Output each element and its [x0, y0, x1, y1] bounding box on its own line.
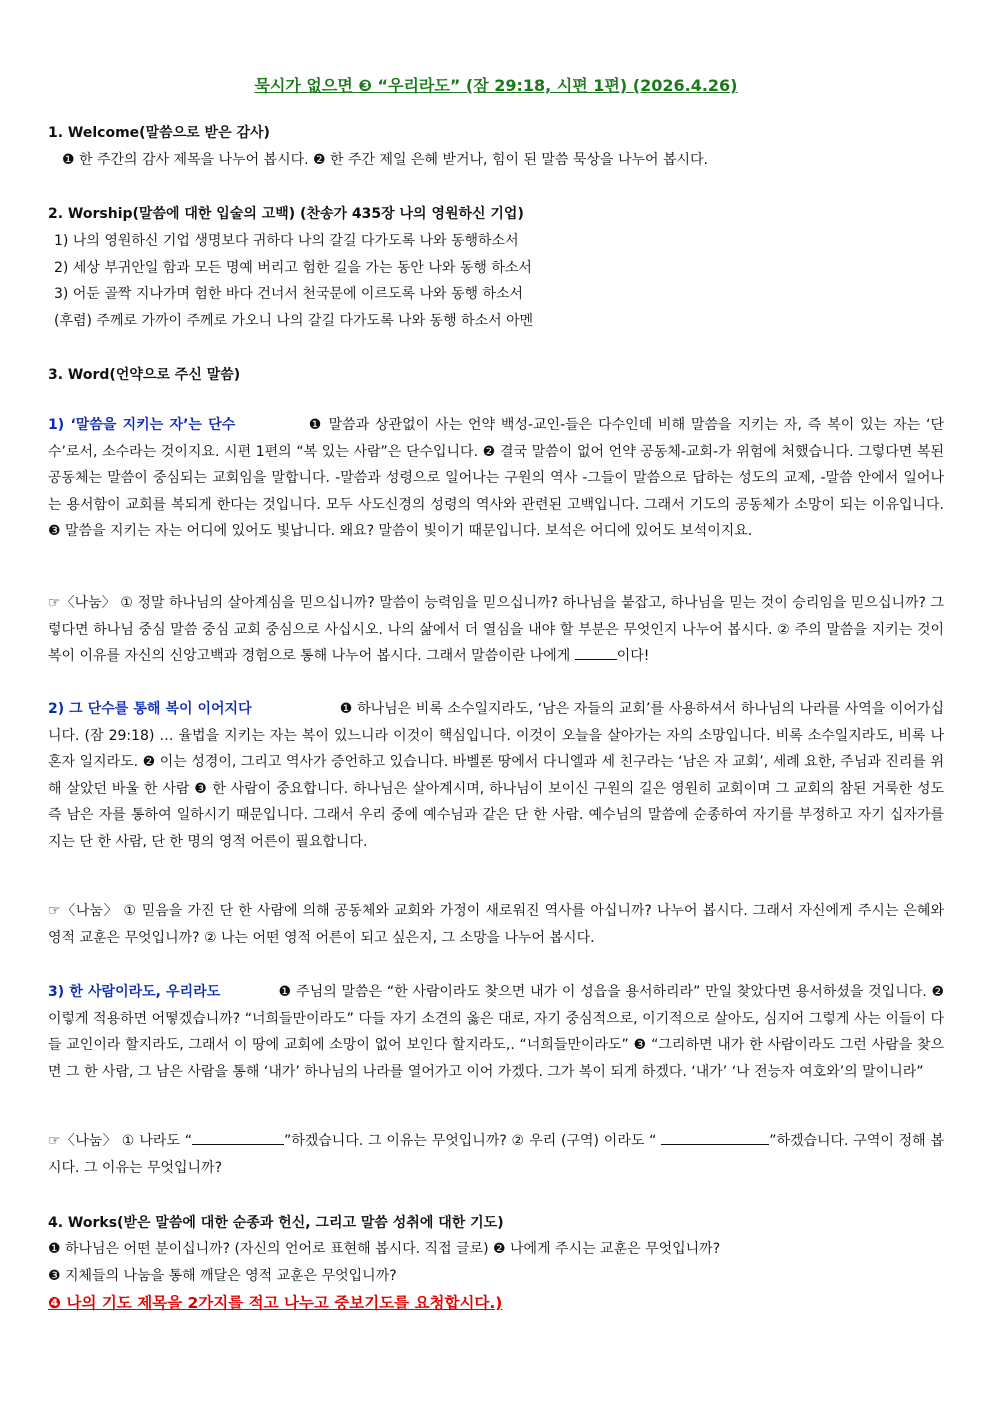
section-1-title: 1) ‘말씀을 지키는 자’는 단수	[48, 417, 236, 433]
answer-blank-group[interactable]	[661, 1132, 769, 1145]
section-1-body: ❶ 말씀과 상관없이 사는 언약 백성-교인-들은 다수인데 비해 말씀을 지키는 자, 즉 복이 있는 자는 ‘단수’로서, 소수라는 것이지요. 시편 1편의 “복 있는 사람”은 단수입니다. ❷ 결국 말씀이 없어 언약 공동체-교회-가 위험에 처했습니다. 그렇다면 복된 공동체는 말씀이 중심되는 교회임을 말합니다. -말씀과 성령으로 일어나는 구원의 역사 -그들이 말씀으로 답하는 성도의 교제, -말씀 안에서 일어나는 용서함이 교회를 복되게 한다는 것입니다. 모두 사도신경의 성령의 역사와 관련된 고백입니다. 그래서 기도의 공동체가 소망이 되는 이유입니다. ❸ 말씀을 지키는 자는 어디에 있어도 빛납니다. 왜요? 말씀이 빛이기 때문입니다. 보석은 어디에 있어도 보석이지요.	[48, 417, 944, 539]
answer-blank[interactable]	[575, 647, 617, 660]
welcome-text: ❶ 한 주간의 감사 제목을 나누어 봅시다. ❷ 한 주간 제일 은혜 받거나, 힘이 된 말씀 묵상을 나누어 봅시다.	[62, 152, 708, 168]
answer-blank-me[interactable]	[192, 1132, 284, 1145]
section-3	[48, 979, 944, 1085]
hymn-chorus: (후렴) 주께로 가까이 주께로 가오니 나의 갈길 다가도록 나와 동행 하소서 아멘	[54, 313, 534, 329]
section-2	[48, 696, 944, 855]
section-1-sharing-end: 이다!	[616, 648, 650, 664]
hymn-verse-1: 1) 나의 영원하신 기업 생명보다 귀하다 나의 갈길 다가도록 나와 동행하소서	[54, 233, 519, 249]
section-2-sharing	[48, 898, 944, 951]
section-3-body: ❶ 주님의 말씀은 “한 사람이라도 찾으면 내가 이 성읍을 용서하리라” 만일 찾았다면 용서하셨을 것입니다. ❷ 이렇게 적용하면 어떻겠습니까? “너희들만이라도” 다들 자기 소견의 옳은 대로, 자기 중심적으로, 이기적으로 살아도, 심지어 그렇게 사는 이들이 다들 교인이라 할지라도, 그래서 이 땅에 교회에 소망이 없어 보인다 할지라도,. “너희들만이라도” ❸ “그리하면 내가 한 사람이라도 그런 사람을 찾으면 그 한 사람, 그 남은 사람을 통해 ‘내가’ 하나님의 나라를 열어가고 이어 가겠다. 그가 복이 되게 하겠다. ‘내가’ ‘나 전능자 여호와’의 말이니라”	[48, 984, 944, 1080]
section-3-sharing	[48, 1128, 944, 1181]
section-1-sharing-text: ☞〈나눔〉 ① 정말 하나님의 살아계심을 믿으십니까? 말씀이 능력임을 믿으십니까? 하나님을 붙잡고, 하나님을 믿는 것이 승리임을 믿으십니까? 그렇다면 하나님 중심 말씀 중심 교회 중심으로 사십시오. 나의 삶에서 더 열심을 내야 할 부분은 무엇인지 나누어 봅시다. ② 주의 말씀을 지키는 것이 복이 이유를 자신의 신앙고백과 경험으로 통해 나누어 봅시다. 그래서 말씀이란 나에게	[48, 595, 944, 664]
section-2-sharing-text: ☞〈나눔〉 ① 믿음을 가진 단 한 사람에 의해 공동체와 교회와 가정이 새로워진 역사를 아십니까? 나누어 봅시다. 그래서 자신에게 주시는 은혜와 영적 교훈은 무엇입니까? ② 나는 어떤 영적 어른이 되고 싶은지, 그 소망을 나누어 봅시다.	[48, 903, 944, 946]
works-heading: 4. Works(받은 말씀에 대한 순종과 헌신, 그리고 말씀 성취에 대한 기도)	[48, 1215, 504, 1231]
prayer-request: ❹ 나의 기도 제목을 2가지를 적고 나누고 중보기도를 요청합시다.)	[48, 1294, 503, 1312]
hymn-verse-2: 2) 세상 부귀안일 함과 모든 명예 버리고 험한 길을 가는 동안 나와 동행 하소서	[54, 260, 532, 276]
section-2-body: ❶ 하나님은 비록 소수일지라도, ‘남은 자들의 교회’를 사용하셔서 하나님의 나라를 사역을 이어가십니다. (잠 29:18) … 율법을 지키는 자는 복이 있느니라 이것이 핵심입니다. 이것이 오늘을 살아가는 자의 소망입니다. 비록 소수일지라도, 비록 나 혼자 일지라도. ❷ 이는 성경이, 그리고 역사가 증언하고 있습니다. 바벨론 땅에서 다니엘과 세 친구라는 ‘남은 자 교회’, 세례 요한, 주님과 진리를 위해 살았던 바울 한 사람 ❸ 한 사람이 중요합니다. 하나님은 살아계시며, 하나님이 보이신 구원의 길은 영원히 교회이며 그 교회의 참된 거룩한 성도 즉 남은 자를 통하여 일하시기 때문입니다. 그래서 우리 중에 예수님과 같은 단 한 사람. 예수님의 말씀에 순종하여 자기를 부정하고 자기 십자가를 지는 단 한 사람, 단 한 명의 영적 어른이 필요합니다.	[48, 701, 944, 850]
section-1-sharing	[48, 590, 944, 670]
page-title: 묵시가 없으면 ❸ “우리라도” (잠 29:18, 시편 1편) (2026.4.26)	[254, 76, 738, 95]
section-3-title: 3) 한 사람이라도, 우리라도	[48, 984, 221, 1000]
worship-heading: 2. Worship(말씀에 대한 입술의 고백) (찬송가 435장 나의 영원하신 기업)	[48, 206, 524, 222]
section-3-sharing-end: ”하겠습니다. 구역이 정해 봅시다. 그 이유는 무엇입니까?	[48, 1133, 944, 1176]
section-1	[48, 412, 944, 545]
section-2-title: 2) 그 단수를 통해 복이 이어지다	[48, 701, 252, 717]
works-question-1: ❶ 하나님은 어떤 분이십니까? (자신의 언어로 표현해 봅시다. 직접 글로) ❷ 나에게 주시는 교훈은 무엇입니까?	[48, 1241, 721, 1257]
welcome-heading: 1. Welcome(말씀으로 받은 감사)	[48, 125, 270, 141]
works-question-2: ❸ 지체들의 나눔을 통해 깨달은 영적 교훈은 무엇입니까?	[48, 1268, 397, 1284]
hymn-verse-3: 3) 어둔 골짝 지나가며 험한 바다 건너서 천국문에 이르도록 나와 동행 하소서	[54, 286, 524, 302]
word-heading: 3. Word(언약으로 주신 말씀)	[48, 367, 241, 383]
section-3-sharing-mid: ”하겠습니다. 그 이유는 무엇입니까? ② 우리 (구역) 이라도 “	[283, 1133, 657, 1149]
section-3-sharing-text: ☞〈나눔〉 ① 나라도 “	[48, 1133, 192, 1149]
